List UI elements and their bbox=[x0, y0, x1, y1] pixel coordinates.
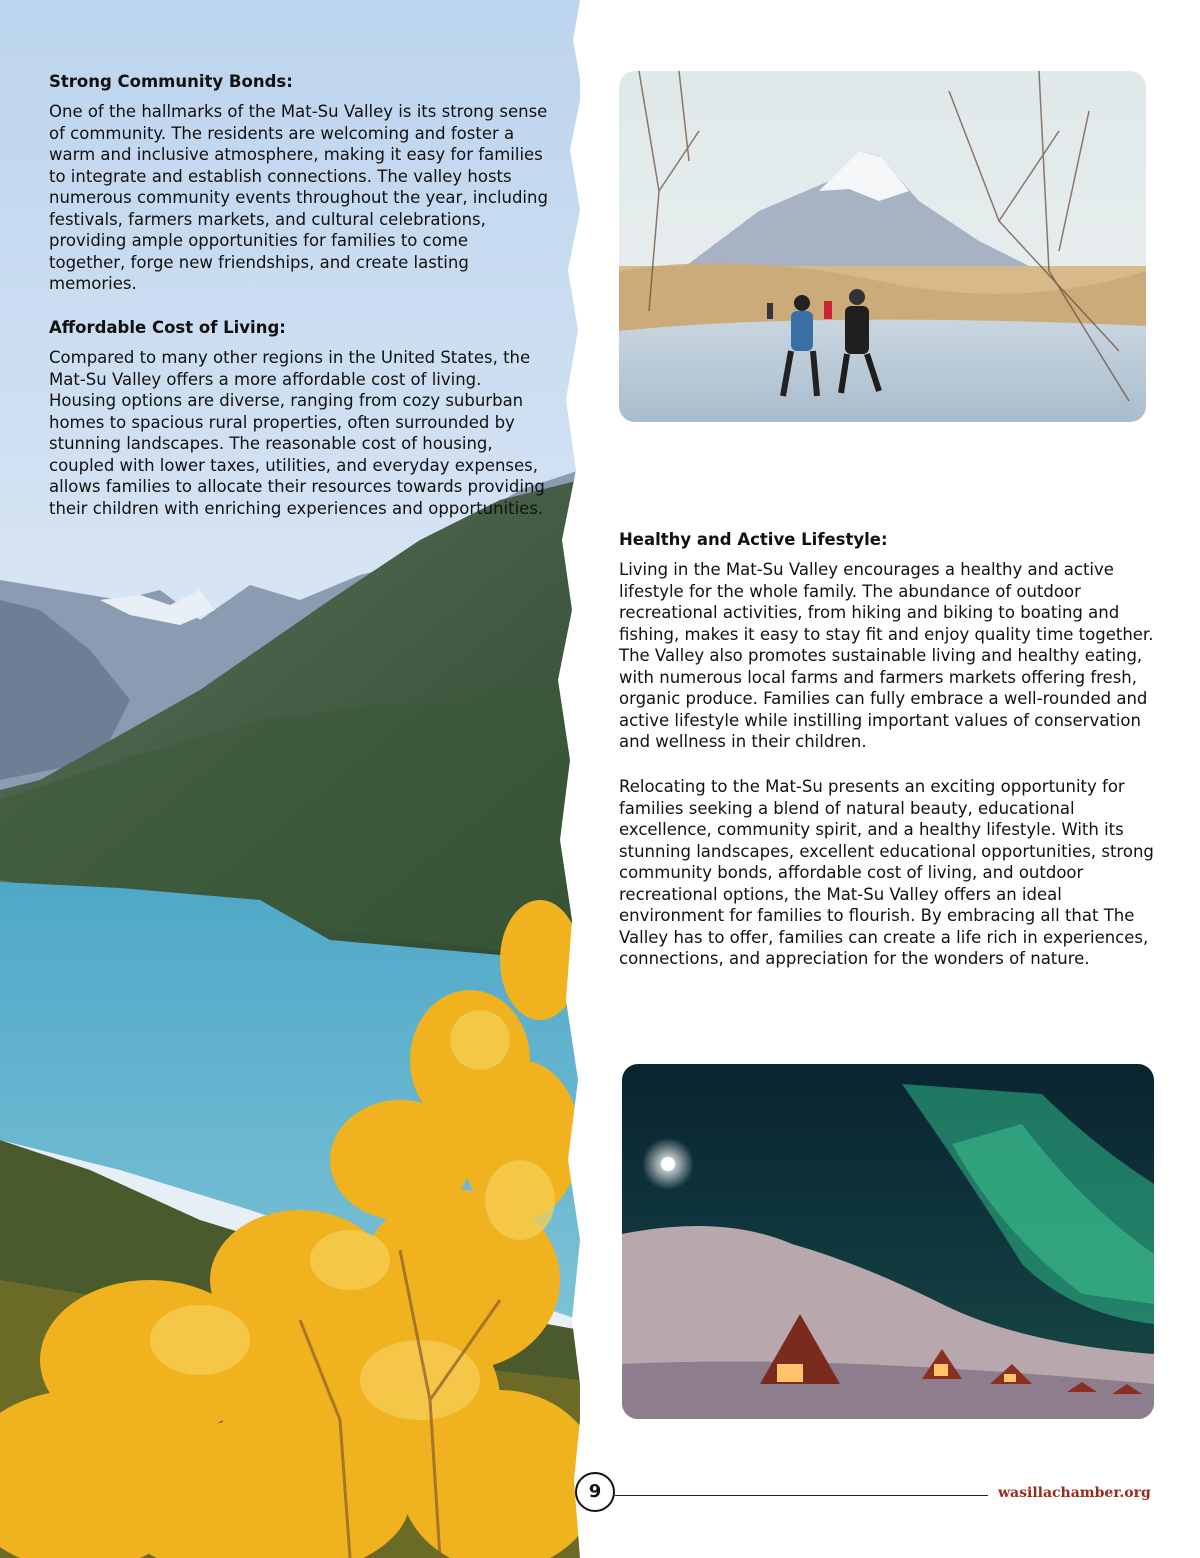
relocating-body: Relocating to the Mat-Su presents an exciting opportunity for families seeking a blend of natural beauty, educational excellence, community spirit, and a healthy lifestyle. With its stunning landscapes, excellent educational opportunities, strong community bonds, affordable cost of living, and outdoor recreational options, the Mat-Su Valley offers an ideal environment for families to flourish. By embracing all that The Valley has to offer, families can create a life rich in experiences, connections, and appreciation for the wonders of nature. bbox=[619, 777, 1154, 968]
healthy-section bbox=[619, 530, 1167, 753]
community-section bbox=[49, 72, 549, 295]
footer-website-link[interactable]: wasillachamber.org bbox=[998, 1485, 1151, 1501]
healthy-heading: Healthy and Active Lifestyle: bbox=[619, 530, 888, 549]
ice-skating-photo bbox=[619, 71, 1146, 422]
page-number: 9 bbox=[575, 1472, 615, 1512]
aurora-cabins-photo bbox=[622, 1064, 1154, 1419]
cost-section bbox=[49, 318, 549, 519]
footer-divider bbox=[615, 1495, 988, 1496]
community-body: One of the hallmarks of the Mat-Su Valley is its strong sense of community. The residents are welcoming and foster a warm and inclusive atmosphere, making it easy for families to integrate and establish connections. The valley hosts numerous community events throughout the year, including festivals, farmers markets, and cultural celebrations, providing ample opportunities for families to come together, forge new friendships, and create lasting memories. bbox=[49, 102, 548, 293]
healthy-body: Living in the Mat-Su Valley encourages a healthy and active lifestyle for the whole family. The abundance of outdoor recreational activities, from hiking and biking to boating and fishing, makes it easy to stay fit and enjoy quality time together. The Valley also promotes sustainable living and healthy eating, with numerous local farms and farmers markets offering fresh, organic produce. Families can fully embrace a well-rounded and active lifestyle while instilling important values of conservation and wellness in their children. bbox=[619, 560, 1154, 751]
cost-heading: Affordable Cost of Living: bbox=[49, 318, 286, 337]
relocating-section bbox=[619, 776, 1167, 970]
cost-body: Compared to many other regions in the United States, the Mat-Su Valley offers a more affordable cost of living. Housing options are diverse, ranging from cozy suburban homes to spacious rural properties, often surrounded by stunning landscapes. The reasonable cost of housing, coupled with lower taxes, utilities, and everyday expenses, allows families to allocate their resources towards providing their children with enriching experiences and opportunities. bbox=[49, 348, 545, 518]
community-heading: Strong Community Bonds: bbox=[49, 72, 293, 91]
